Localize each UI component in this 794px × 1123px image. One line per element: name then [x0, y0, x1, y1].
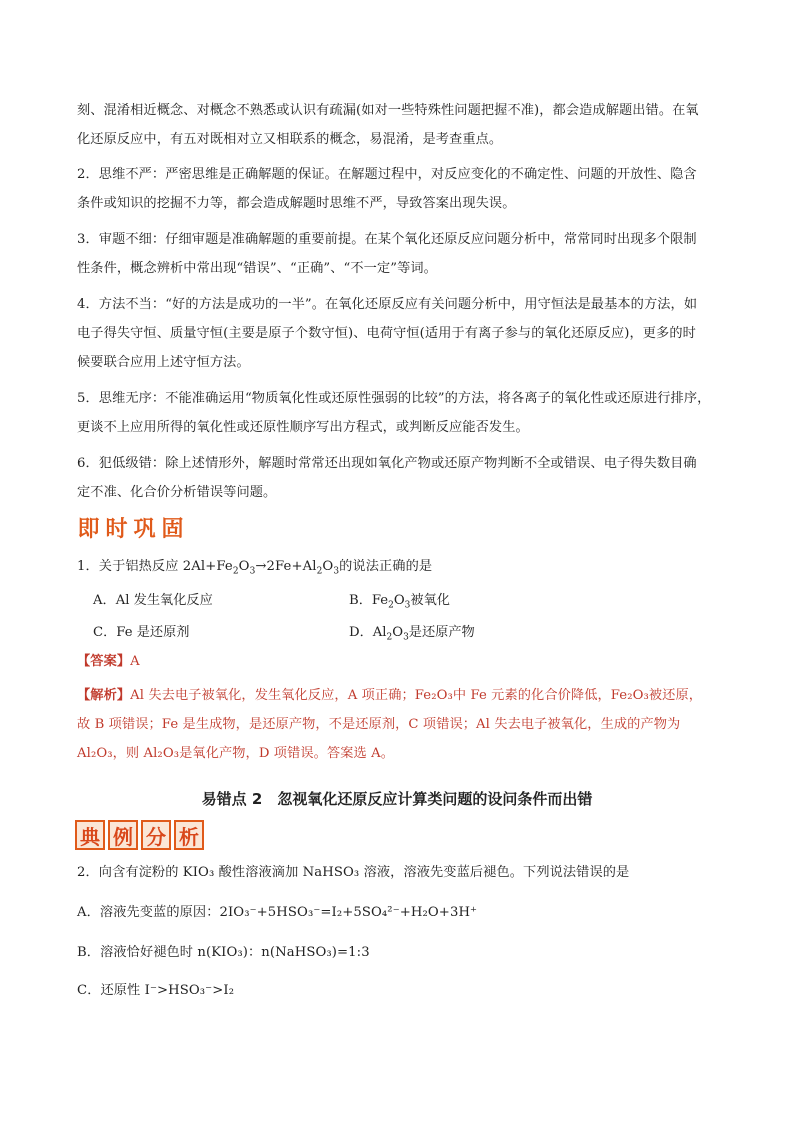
point-6	[77, 449, 722, 507]
answer-label: 【答案】	[77, 654, 131, 669]
q1-option-d-text: O	[392, 625, 404, 640]
example-analysis-heading	[75, 820, 207, 850]
q1-option-b	[349, 589, 450, 611]
answer-line	[77, 647, 722, 676]
q1-stem-part: 的说法正确的是	[339, 559, 433, 574]
q2-option-b	[77, 938, 722, 967]
subscript: 3	[403, 632, 409, 643]
q1-option-c: C．Fe 是还原剂	[93, 625, 190, 640]
intro-paragraph	[77, 96, 722, 154]
question-1-line	[77, 552, 722, 581]
point-3-line-2: 性条件，概念辨析中常出现“错误”、“正确”、“不一定”等词。	[77, 261, 437, 276]
analysis-text: Al 失去电子被氧化，发生氧化反应，A 项正确；Fe₂O₃中 Fe 元素的化合价降低，Fe₂O₃被还原，	[130, 688, 703, 703]
point-4-line-2: 电子得失守恒、质量守恒(主要是原子个数守恒)、电荷守恒(适用于有离子参与的氧化还原反应)，更多的时	[77, 326, 696, 341]
point-5-line-1: 5．思维无序：不能准确运用“物质氧化性或还原性强弱的比较”的方法，将各离子的氧化性或还原进行排序，	[77, 391, 711, 406]
point-3	[77, 225, 722, 283]
analysis-line-2: 故 B 项错误；Fe 是生成物，是还原产物，不是还原剂，C 项错误；Al 失去电子被氧化，生成的产物为	[77, 717, 681, 732]
point-6-line-1: 6．犯低级错：除上述情形外，解题时常常还出现如氧化产物或还原产物判断不全或错误、电子得失数目确	[77, 456, 697, 471]
point-2	[77, 160, 722, 218]
point-4	[77, 290, 722, 377]
analysis-line-1	[77, 681, 722, 710]
q1-option-b-text: O	[393, 593, 405, 608]
subscript: 2	[316, 566, 323, 577]
question-1-stem	[77, 552, 722, 581]
heading-char: 即	[77, 517, 100, 542]
q2-option-b-text: B．溶液恰好褪色时 n(KIO₃)：n(NaHSO₃)=1:3	[77, 945, 370, 960]
point-6-line-2: 定不准、化合价分析错误等问题。	[77, 485, 277, 500]
q1-option-d	[349, 621, 475, 643]
point-4-line-3: 候要联合应用上述守恒方法。	[77, 355, 250, 370]
q1-stem-part: →2Fe+Al	[255, 559, 317, 574]
heading-char: 时	[105, 517, 128, 542]
point-5-line-2: 更谈不上应用所得的氧化性或还原性顺序写出方程式，或判断反应能否发生。	[77, 420, 529, 435]
q1-stem-part: 1．关于铝热反应 2Al+Fe	[77, 559, 233, 574]
answer-value: A	[130, 654, 140, 669]
q1-stem-part: O	[238, 559, 250, 574]
subscript: 3	[249, 566, 256, 577]
q2-stem-line: 2．向含有淀粉的 KIO₃ 酸性溶液滴加 NaHSO₃ 溶液，溶液先变蓝后褪色。下列说法错误的是	[77, 865, 630, 880]
answer-block	[77, 647, 722, 676]
intro-line-2: 化还原反应中，有五对既相对立又相联系的概念，易混淆，是考查重点。	[77, 132, 503, 147]
point-2-line-1: 2．思维不严：严密思维是正确解题的保证。在解题过程中，对反应变化的不确定性、问题的开放性、隐含	[77, 167, 697, 182]
analysis-block	[77, 681, 722, 768]
q1-option-d-text: D．Al	[349, 625, 387, 640]
question-2-stem	[77, 858, 722, 887]
subscript: 3	[333, 566, 340, 577]
intro-line-1: 刻、混淆相近概念、对概念不熟悉或认识有疏漏(如对一些特殊性问题把握不准)，都会造成解题出错。在氧	[77, 103, 699, 118]
heading-char-box: 分	[141, 820, 171, 850]
subscript: 2	[388, 600, 394, 611]
q2-option-c	[77, 976, 722, 1005]
q2-option-c-text: C．还原性 I⁻>HSO₃⁻>I₂	[77, 983, 235, 998]
point-5	[77, 384, 722, 442]
point-4-line-1: 4．方法不当：“好的方法是成功的一半”。在氧化还原反应有关问题分析中，用守恒法是最基本的方法，如	[77, 297, 698, 312]
q1-option-b-text: 被氧化	[410, 593, 450, 608]
subscript: 2	[386, 632, 393, 643]
q2-option-a	[77, 898, 722, 927]
consolidate-heading	[75, 516, 187, 543]
section-2-title: 易错点 2 忽视氧化还原反应计算类问题的设问条件而出错	[201, 790, 593, 808]
q2-option-a-text: A．溶液先变蓝的原因：2IO₃⁻+5HSO₃⁻=I₂+5SO₄²⁻+H₂O+3H⁺	[77, 905, 478, 920]
heading-char-box: 例	[108, 820, 138, 850]
heading-char-box: 析	[174, 820, 204, 850]
q1-stem-part: O	[322, 559, 334, 574]
heading-char: 巩	[133, 517, 156, 542]
subscript: 3	[404, 600, 411, 611]
q1-option-b-text: B．Fe	[349, 593, 389, 608]
point-3-line-1: 3．审题不细：仔细审题是准确解题的重要前提。在某个氧化还原反应问题分析中，常常同时出现多个限制	[77, 232, 697, 247]
subscript: 2	[232, 566, 239, 577]
q1-option-d-text: 是还原产物	[408, 625, 475, 640]
heading-char: 固	[161, 517, 184, 542]
analysis-line-3: Al₂O₃，则 Al₂O₃是氧化产物，D 项错误。答案选 A。	[77, 746, 395, 761]
heading-char-box: 典	[75, 820, 105, 850]
analysis-label: 【解析】	[77, 688, 131, 703]
q1-option-a: A．Al 发生氧化反应	[93, 593, 213, 608]
point-2-line-2: 条件或知识的挖掘不力等，都会造成解题时思维不严，导致答案出现失误。	[77, 196, 516, 211]
